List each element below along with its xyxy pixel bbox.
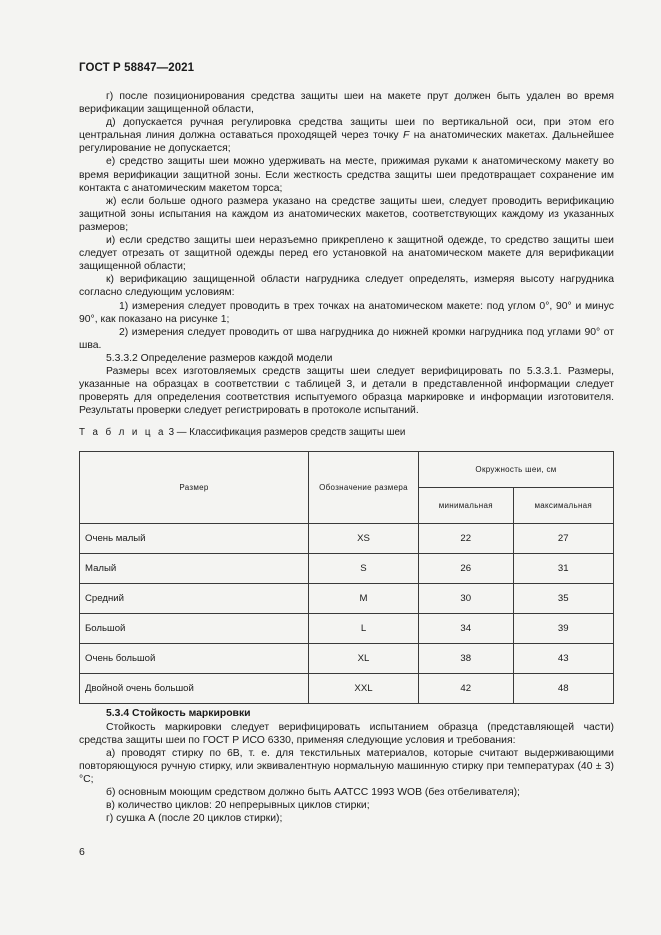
paragraph-g: г) после позиционирования средства защиты шеи на макете прут должен быть удален во время верификации защищенной области, <box>79 91 614 116</box>
document-header: ГОСТ Р 58847—2021 <box>79 62 195 74</box>
document-body <box>79 90 614 825</box>
cell-size: Большой <box>80 614 309 644</box>
paragraph-k1: 1) измерения следует проводить в трех точках на анатомическом макете: под углом 0°, 90° и минус 90°, как показано на рисунке 1; <box>79 300 614 325</box>
paragraph-d <box>79 116 614 155</box>
cell-min: 30 <box>419 584 514 614</box>
paragraph-d-start: д) допускается ручная регулировка средства защиты шеи по вертикальной оси, при этом его центральная линия должна оставаться проходящей через точку <box>79 117 614 142</box>
section-5-3-4-title: 5.3.4 Стойкость маркировки <box>106 708 251 720</box>
cell-max: 39 <box>513 614 613 644</box>
cell-code: S <box>309 554 419 584</box>
header-max: максимальная <box>513 488 613 524</box>
paragraph-i: и) если средство защиты шеи неразъемно прикреплено к защитной одежде, то средство защиты шеи следует отрезать от защитной одежды перед его установкой на анатомическом макете для верификации защищенной области; <box>79 235 614 273</box>
header-circumference: Окружность шеи, см <box>419 452 614 488</box>
cell-size: Малый <box>80 554 309 584</box>
table-row <box>80 584 614 614</box>
paragraph-k2: 2) измерения следует проводить от шва нагрудника до нижней кромки нагрудника под углами 90° от шва. <box>79 326 614 351</box>
cell-max: 48 <box>513 674 613 704</box>
cell-code: M <box>309 584 419 614</box>
table-row <box>80 614 614 644</box>
item-v: в) количество циклов: 20 непрерывных циклов стирки; <box>106 800 370 812</box>
cell-max: 31 <box>513 554 613 584</box>
table-row <box>80 524 614 554</box>
cell-max: 27 <box>513 524 613 554</box>
section-5-3-3-2-text: Размеры всех изготовляемых средств защиты шеи следует верифицировать по 5.3.3.1. Размеры, указанные на образцах в соответствии с таблицей 3, и детали в представленной информации следует проверять для определения соответствия испытуемого образца маркировке и информации изготовителя. Результаты проверки следует регистрировать в протоколе испытаний. <box>79 365 614 417</box>
cell-max: 43 <box>513 644 613 674</box>
paragraph-e: е) средство защиты шеи можно удерживать на месте, прижимая руками к анатомическому макету во время верификации защитной зоны. Если жесткость средства защиты шеи предотвращает сохранение им контакта с анатомическим макетом торса; <box>79 156 614 194</box>
header-size: Размер <box>80 452 309 524</box>
header-min: минимальная <box>419 488 514 524</box>
size-classification-table <box>79 451 614 704</box>
table-row <box>80 644 614 674</box>
paragraph-k: к) верификацию защищенной области нагрудника следует определять, измеряя высоту нагрудника согласно следующим условиям: <box>79 274 614 299</box>
cell-min: 22 <box>419 524 514 554</box>
header-designation: Обозначение размера <box>309 452 419 524</box>
table-caption-label: Т а б л и ц а <box>79 427 166 439</box>
section-5-3-4-intro: Стойкость маркировки следует верифицировать испытанием образца (представляющей части) средства защиты шеи по ГОСТ Р ИСО 6330, применяя следующие условия и требования: <box>79 721 614 746</box>
table-row <box>80 554 614 584</box>
cell-code: XS <box>309 524 419 554</box>
cell-max: 35 <box>513 584 613 614</box>
paragraph-zh: ж) если больше одного размера указано на средстве защиты шеи, следует проводить верификацию защитной зоны испытания на каждом из анатомических макетов, соответствующих каждому из указанных размеров; <box>79 195 614 233</box>
item-b: б) основным моющим средством должно быть ААТСС 1993 WOB (без отбеливателя); <box>106 787 520 798</box>
item-a: а) проводят стирку по 6В, т. е. для текстильных материалов, которые считают выдерживающими повторяющуюся ручную стирку, или эквивалентную нормальную машинную стирку при температурах (40 ± 3) °С; <box>79 747 614 785</box>
cell-size: Двойной очень большой <box>80 674 309 704</box>
table-caption-text: 3 — Классификация размеров средств защиты шеи <box>168 427 406 439</box>
cell-code: L <box>309 614 419 644</box>
point-f-variable: F <box>403 130 410 142</box>
table-row <box>80 674 614 704</box>
table-caption <box>79 426 614 439</box>
cell-size: Средний <box>80 584 309 614</box>
item-g: г) сушка А (после 20 циклов стирки); <box>106 813 283 825</box>
cell-size: Очень малый <box>80 524 309 554</box>
cell-min: 38 <box>419 644 514 674</box>
paragraph-d-end: на анатомических макетах. Дальнейшее регулирование не допускается; <box>79 130 615 155</box>
cell-min: 34 <box>419 614 514 644</box>
section-5-3-3-2-title: 5.3.3.2 Определение размеров каждой модели <box>106 352 333 364</box>
cell-code: XL <box>309 644 419 674</box>
cell-size: Очень большой <box>80 644 309 674</box>
cell-min: 26 <box>419 554 514 584</box>
cell-min: 42 <box>419 674 514 704</box>
page-number: 6 <box>79 846 85 858</box>
cell-code: XXL <box>309 674 419 704</box>
